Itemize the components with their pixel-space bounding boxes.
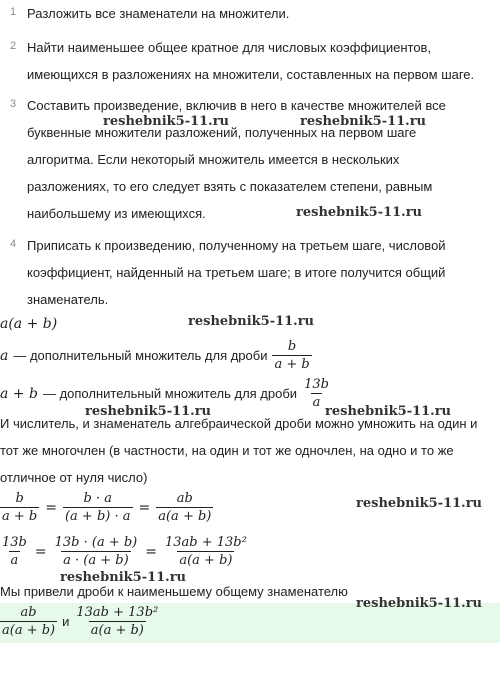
denominator: (a + b) · a — [64, 509, 131, 524]
factor-line-1 — [0, 338, 312, 373]
watermark: reshebnik5-11.ru — [188, 314, 315, 329]
result-fractions — [0, 604, 160, 639]
equals-sign: = — [45, 499, 57, 516]
step-number: 3 — [10, 98, 17, 110]
denominator: a(a + b) — [90, 623, 144, 638]
fraction — [0, 604, 57, 639]
denominator: a · (a + b) — [63, 553, 129, 568]
denominator: a + b — [274, 357, 310, 372]
paragraph-line: отличное от нуля число) — [0, 470, 148, 485]
fraction — [0, 490, 39, 525]
conjunction: и — [62, 614, 70, 629]
numerator: ab — [20, 605, 37, 620]
equals-sign: = — [34, 543, 47, 560]
fraction — [163, 534, 249, 569]
numerator: 13ab + 13b² — [76, 605, 159, 620]
numerator: b — [15, 491, 24, 506]
denominator: a — [312, 395, 321, 410]
step-text: буквенные множители разложений, полученных на первом шаге — [27, 125, 417, 140]
fraction — [272, 338, 311, 373]
equation-2 — [0, 534, 249, 569]
step-text: алгоритма. Если некоторый множитель имеется в нескольких — [27, 152, 400, 167]
watermark: reshebnik5-11.ru — [300, 114, 427, 129]
watermark: reshebnik5-11.ru — [103, 114, 230, 129]
watermark: reshebnik5-11.ru — [296, 205, 423, 220]
fraction — [53, 534, 140, 569]
step-text: Приписать к произведению, полученному на третьем шаге, числовой — [27, 238, 446, 253]
factor-text: — дополнительный множитель для дроби — [42, 386, 298, 401]
step-text: имеющихся в разложениях на множители, составленных на первом шаге. — [27, 67, 475, 82]
numerator: 13b — [2, 535, 27, 550]
numerator: b — [287, 339, 297, 354]
step-text: Найти наименьшее общее кратное для числовых коэффициентов, — [27, 40, 432, 55]
watermark: reshebnik5-11.ru — [85, 404, 212, 419]
step-text: разложениях, то его следует взять с показателем степени, равным — [27, 179, 433, 194]
fraction — [74, 604, 160, 639]
watermark: reshebnik5-11.ru — [60, 570, 187, 585]
numerator: ab — [176, 491, 193, 506]
step-text: наибольшему из имеющихся. — [27, 206, 206, 221]
step-text: Составить произведение, включив в него в качестве множителей все — [27, 98, 446, 113]
step-text: Разложить все знаменатели на множители. — [27, 6, 290, 21]
numerator: 13b · (a + b) — [54, 535, 138, 550]
numerator: 13ab + 13b² — [164, 535, 247, 550]
step-text: знаменатель. — [27, 292, 109, 307]
step-number: 2 — [10, 40, 17, 52]
denominator: a(a + b) — [158, 509, 212, 524]
conclusion-text: Мы привели дроби к наименьшему общему знаменателю — [0, 584, 348, 599]
numerator: b · a — [83, 491, 112, 506]
watermark: reshebnik5-11.ru — [356, 496, 483, 511]
common-denominator: a(a + b) — [0, 316, 58, 332]
step-number: 1 — [10, 6, 17, 18]
factor-lhs: a + b — [0, 385, 38, 402]
watermark: reshebnik5-11.ru — [325, 404, 452, 419]
denominator: a + b — [2, 509, 38, 524]
fraction — [63, 490, 133, 525]
watermark: reshebnik5-11.ru — [356, 596, 483, 611]
numerator: 13b — [304, 377, 329, 392]
step-number: 4 — [10, 238, 17, 250]
fraction — [0, 534, 29, 569]
factor-lhs: a — [0, 347, 9, 364]
fraction — [156, 490, 213, 525]
denominator: a — [10, 553, 19, 568]
equals-sign: = — [138, 499, 151, 516]
step-text: коэффициент, найденный на третьем шаге; в итоге получится общий — [27, 265, 446, 280]
denominator: a(a + b) — [179, 553, 233, 568]
denominator: a(a + b) — [2, 623, 56, 638]
factor-text: — дополнительный множитель для дроби — [13, 348, 268, 363]
paragraph-line: И числитель, и знаменатель алгебраической дроби можно умножить на один и — [0, 416, 478, 431]
equation-1 — [0, 490, 213, 525]
paragraph-line: тот же многочлен (в частности, на один и тот же одночлен, на одно и то же — [0, 443, 454, 458]
equals-sign: = — [145, 543, 157, 560]
